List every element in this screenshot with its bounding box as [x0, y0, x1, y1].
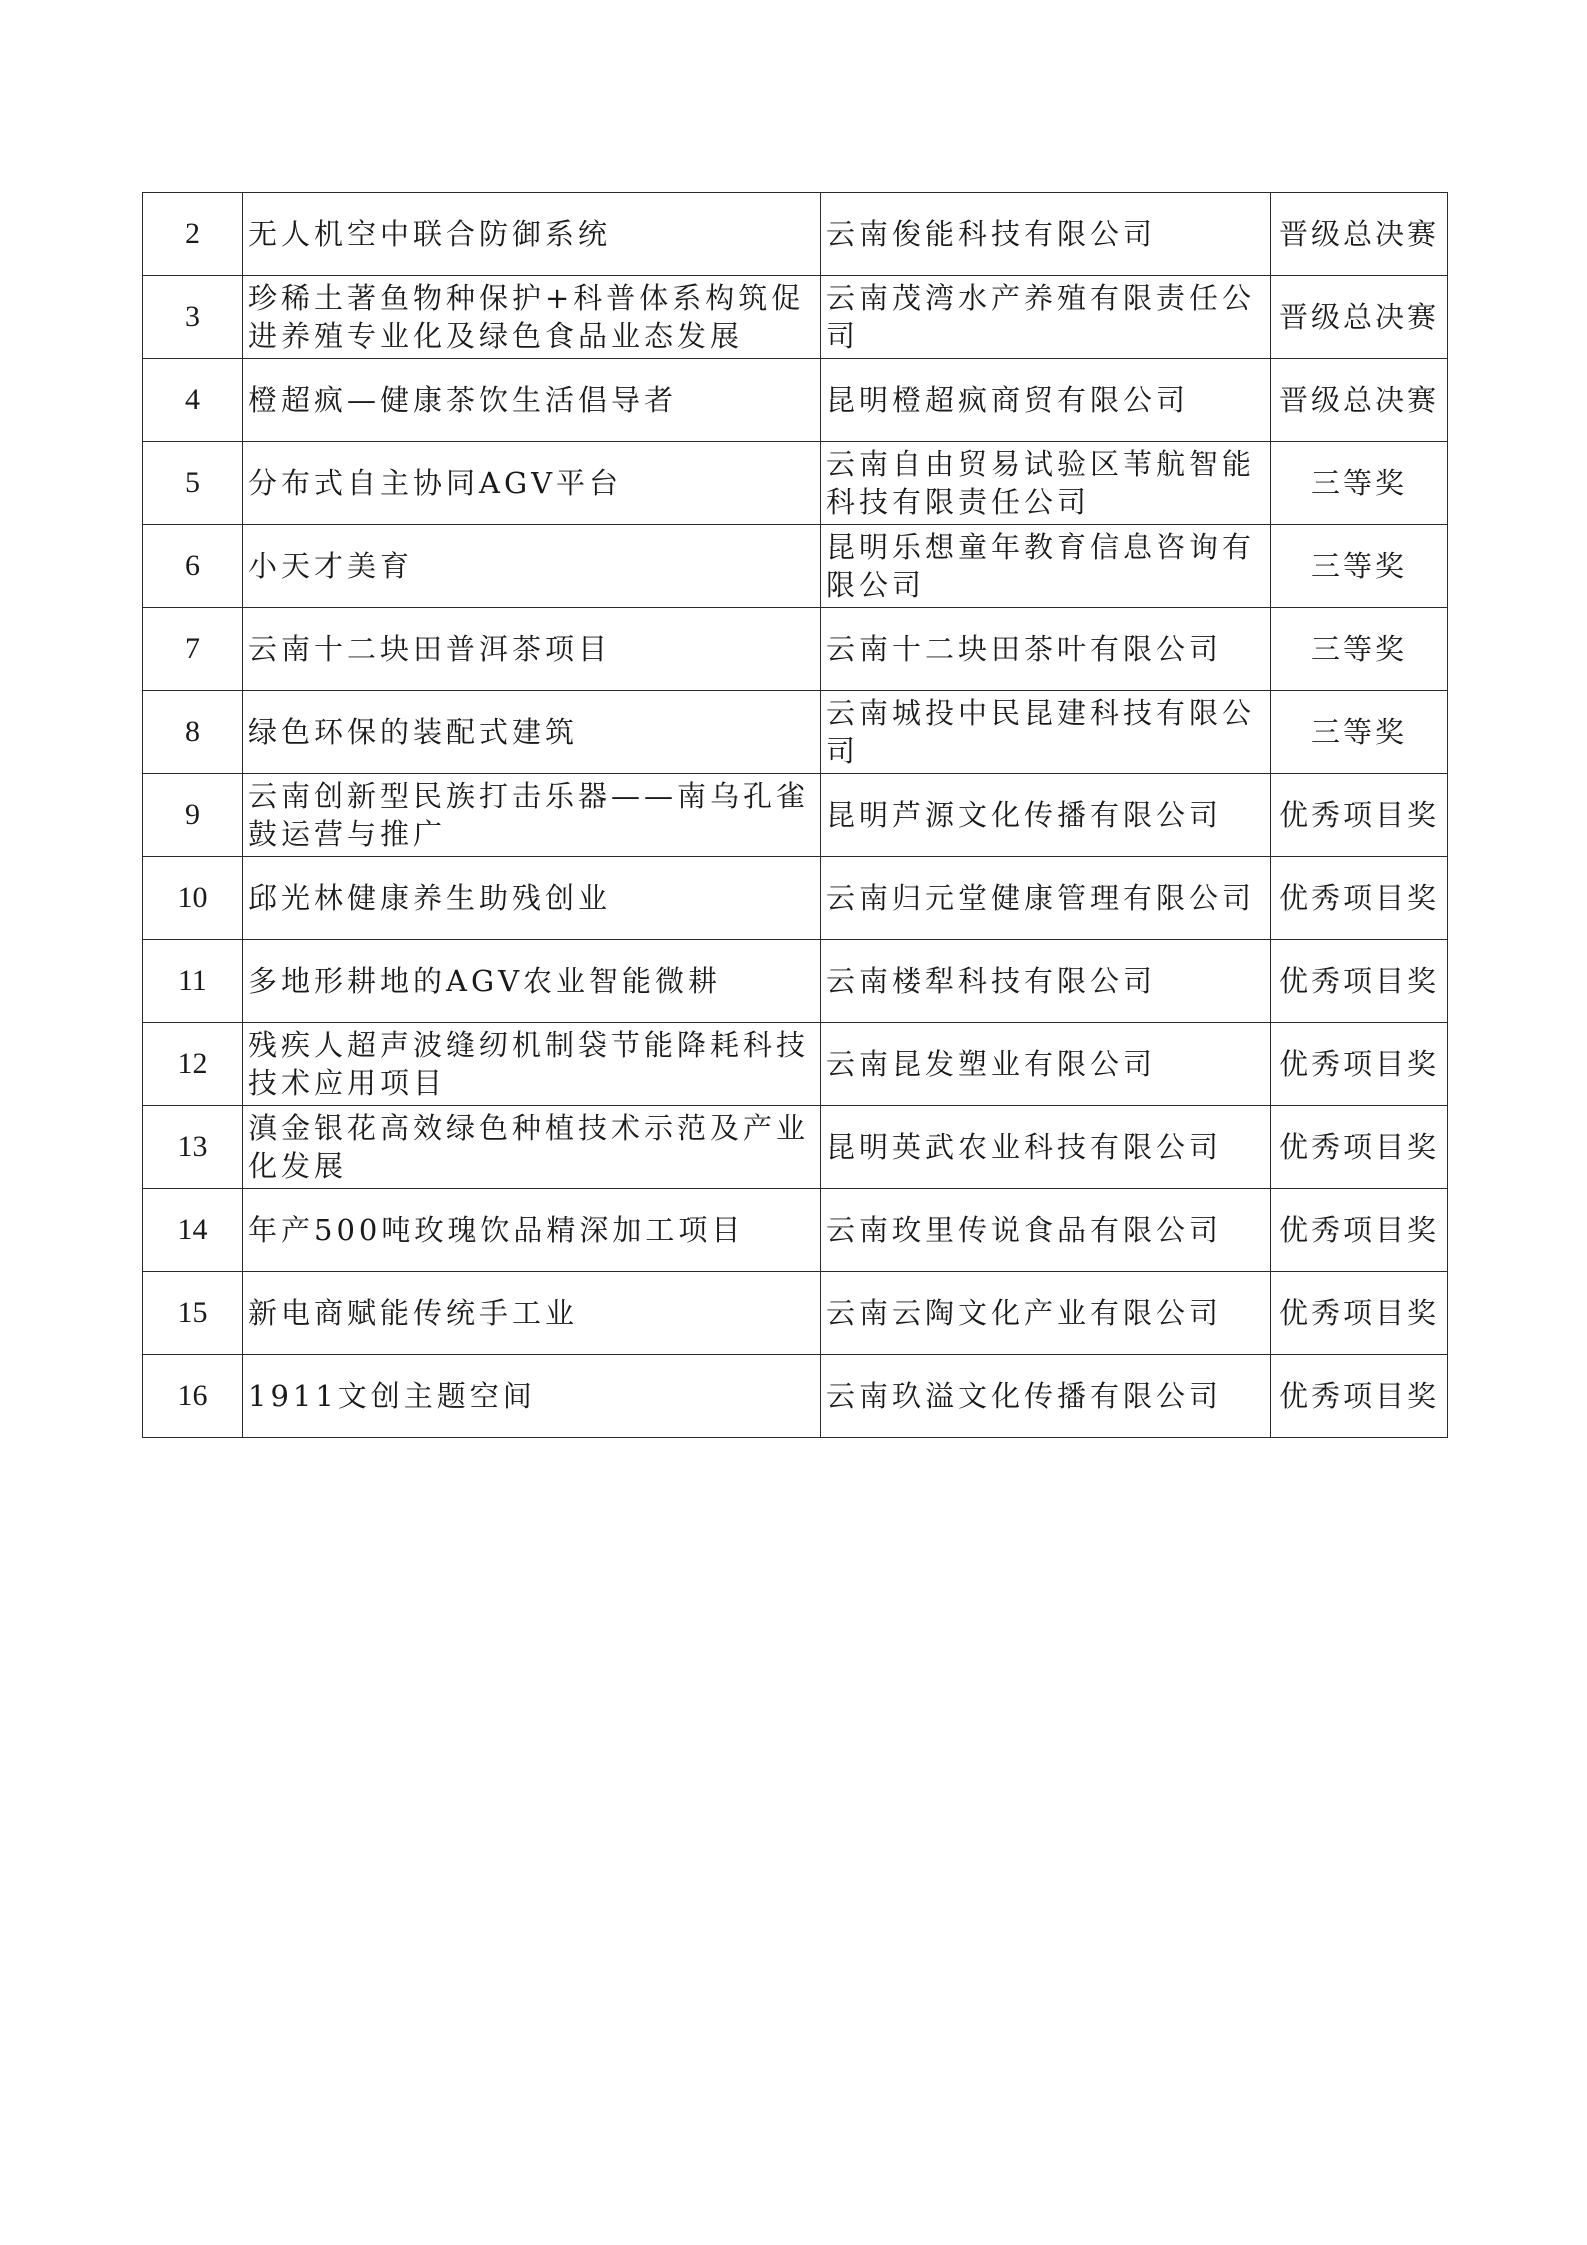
- company-name: 云南归元堂健康管理有限公司: [821, 857, 1271, 940]
- project-name: 多地形耕地的AGV农业智能微耕: [243, 940, 821, 1023]
- award-level: 优秀项目奖: [1271, 1189, 1448, 1272]
- project-name: 1911文创主题空间: [243, 1355, 821, 1438]
- award-level: 晋级总决赛: [1271, 193, 1448, 276]
- table-row: [143, 359, 1448, 442]
- company-name: 云南俊能科技有限公司: [821, 193, 1271, 276]
- row-number: 2: [143, 193, 243, 276]
- project-name: 年产500吨玫瑰饮品精深加工项目: [243, 1189, 821, 1272]
- award-level: 三等奖: [1271, 608, 1448, 691]
- project-name: 新电商赋能传统手工业: [243, 1272, 821, 1355]
- row-number: 13: [143, 1106, 243, 1189]
- company-name: 云南自由贸易试验区苇航智能科技有限责任公司: [821, 442, 1271, 525]
- project-name: 云南创新型民族打击乐器——南乌孔雀鼓运营与推广: [243, 774, 821, 857]
- table-row: [143, 193, 1448, 276]
- table-row: [143, 1023, 1448, 1106]
- project-name: 珍稀土著鱼物种保护+科普体系构筑促进养殖专业化及绿色食品业态发展: [243, 276, 821, 359]
- project-name: 残疾人超声波缝纫机制袋节能降耗科技技术应用项目: [243, 1023, 821, 1106]
- company-name: 云南茂湾水产养殖有限责任公司: [821, 276, 1271, 359]
- company-name: 云南玫里传说食品有限公司: [821, 1189, 1271, 1272]
- award-level: 优秀项目奖: [1271, 1272, 1448, 1355]
- table-row: [143, 442, 1448, 525]
- company-name: 云南玖溢文化传播有限公司: [821, 1355, 1271, 1438]
- award-level: 优秀项目奖: [1271, 1023, 1448, 1106]
- table-row: [143, 608, 1448, 691]
- company-name: 昆明英武农业科技有限公司: [821, 1106, 1271, 1189]
- table-row: [143, 691, 1448, 774]
- award-level: 优秀项目奖: [1271, 940, 1448, 1023]
- row-number: 3: [143, 276, 243, 359]
- project-name: 云南十二块田普洱茶项目: [243, 608, 821, 691]
- project-name: 分布式自主协同AGV平台: [243, 442, 821, 525]
- project-name: 无人机空中联合防御系统: [243, 193, 821, 276]
- table-row: [143, 1355, 1448, 1438]
- table-row: [143, 1106, 1448, 1189]
- project-name: 绿色环保的装配式建筑: [243, 691, 821, 774]
- company-name: 昆明乐想童年教育信息咨询有限公司: [821, 525, 1271, 608]
- company-name: 昆明橙超疯商贸有限公司: [821, 359, 1271, 442]
- award-level: 三等奖: [1271, 525, 1448, 608]
- award-level: 晋级总决赛: [1271, 276, 1448, 359]
- project-name: 小天才美育: [243, 525, 821, 608]
- table-row: [143, 940, 1448, 1023]
- table-row: [143, 1189, 1448, 1272]
- award-table: [142, 192, 1448, 1438]
- award-level: 优秀项目奖: [1271, 774, 1448, 857]
- award-level: 优秀项目奖: [1271, 1106, 1448, 1189]
- table-row: [143, 1272, 1448, 1355]
- table-row: [143, 525, 1448, 608]
- row-number: 12: [143, 1023, 243, 1106]
- award-level: 三等奖: [1271, 442, 1448, 525]
- row-number: 14: [143, 1189, 243, 1272]
- row-number: 16: [143, 1355, 243, 1438]
- company-name: 昆明芦源文化传播有限公司: [821, 774, 1271, 857]
- award-level: 三等奖: [1271, 691, 1448, 774]
- project-name: 橙超疯—健康茶饮生活倡导者: [243, 359, 821, 442]
- project-name: 邱光林健康养生助残创业: [243, 857, 821, 940]
- award-table-body: [143, 193, 1448, 1438]
- project-name: 滇金银花高效绿色种植技术示范及产业化发展: [243, 1106, 821, 1189]
- award-level: 优秀项目奖: [1271, 857, 1448, 940]
- row-number: 7: [143, 608, 243, 691]
- row-number: 6: [143, 525, 243, 608]
- row-number: 9: [143, 774, 243, 857]
- row-number: 8: [143, 691, 243, 774]
- award-level: 晋级总决赛: [1271, 359, 1448, 442]
- table-row: [143, 276, 1448, 359]
- table-row: [143, 857, 1448, 940]
- row-number: 15: [143, 1272, 243, 1355]
- table-row: [143, 774, 1448, 857]
- company-name: 云南云陶文化产业有限公司: [821, 1272, 1271, 1355]
- award-level: 优秀项目奖: [1271, 1355, 1448, 1438]
- row-number: 10: [143, 857, 243, 940]
- company-name: 云南昆发塑业有限公司: [821, 1023, 1271, 1106]
- row-number: 4: [143, 359, 243, 442]
- row-number: 5: [143, 442, 243, 525]
- company-name: 云南城投中民昆建科技有限公司: [821, 691, 1271, 774]
- row-number: 11: [143, 940, 243, 1023]
- company-name: 云南楼犁科技有限公司: [821, 940, 1271, 1023]
- company-name: 云南十二块田茶叶有限公司: [821, 608, 1271, 691]
